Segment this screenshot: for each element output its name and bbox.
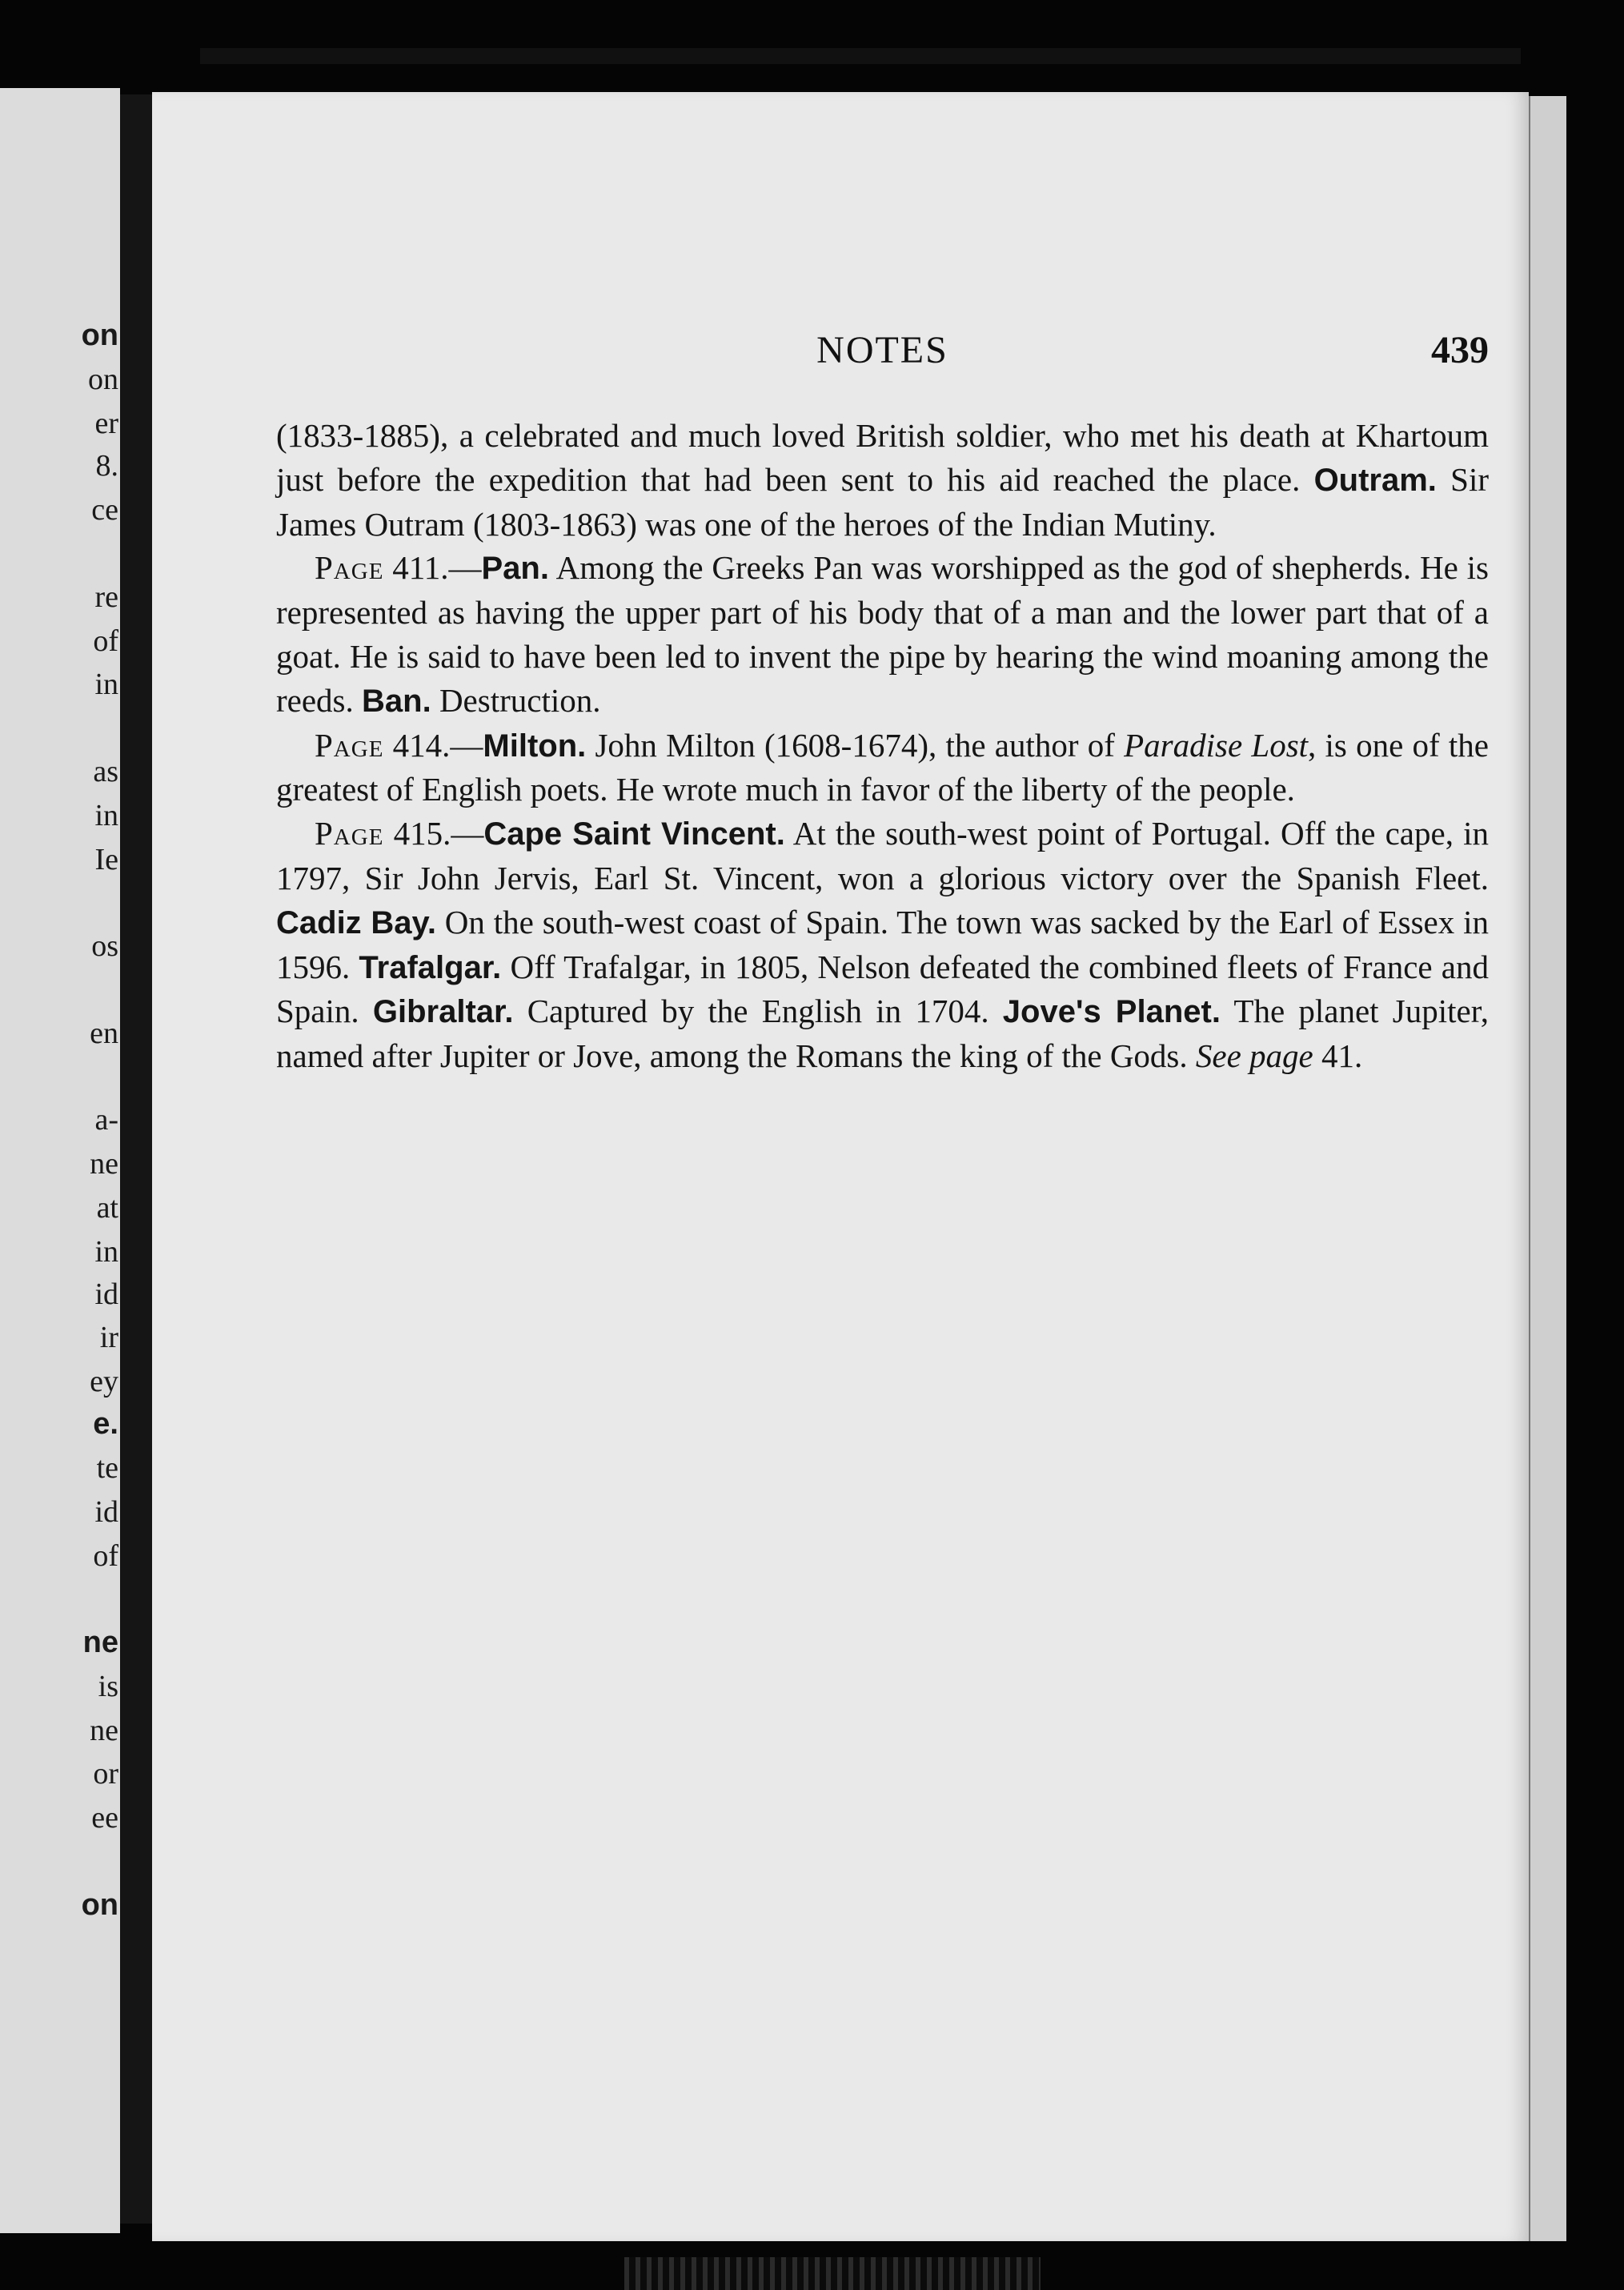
facing-page-fragment: id (94, 1277, 118, 1311)
book-page (152, 92, 1529, 2241)
scan-border-bottom (624, 2257, 1041, 2290)
facing-page-fragment: or (93, 1757, 118, 1791)
italic-text: Paradise Lost (1124, 726, 1309, 764)
body-text: 411.— (383, 549, 482, 587)
headword: Trafalgar. (359, 949, 502, 985)
facing-page-fragment: at (96, 1191, 118, 1225)
body-text: 414.— (383, 726, 483, 764)
facing-page-fragment: ey (90, 1365, 118, 1398)
headword: Outram. (1313, 462, 1437, 498)
facing-page-fragment: os (91, 929, 118, 963)
facing-page-fragment: re (94, 580, 118, 614)
page-number: 439 (1431, 329, 1489, 371)
facing-page-fragment: te (96, 1451, 118, 1485)
facing-page-fragment: ne (90, 1147, 118, 1181)
facing-page-fragment: Ie (94, 843, 118, 876)
body-text: 415.— (383, 815, 484, 852)
note-paragraph (276, 414, 1489, 546)
note-paragraph (276, 724, 1489, 812)
facing-page-fragment: ne (90, 1714, 118, 1747)
body-text: (1833-1885), a celebrated and much loved British soldier, who met his death at Khartoum just before the expedition that had been sent to his aid reached the place. (276, 417, 1489, 498)
headword: Ban. (362, 683, 431, 719)
notes-body (276, 414, 1489, 1078)
body-text: 41. (1313, 1037, 1363, 1075)
headword: Milton. (483, 728, 587, 764)
facing-page-fragment: is (98, 1670, 118, 1703)
headword: Cadiz Bay. (276, 904, 436, 940)
facing-page-fragment: in (94, 668, 118, 701)
facing-page-fragment: on (81, 319, 118, 352)
body-text: On the south-west coast of Spain. The town was sacked by the Earl of Essex in 1596. (276, 903, 1489, 985)
facing-page-fragment: id (94, 1495, 118, 1529)
facing-page-fragment: in (94, 799, 118, 832)
body-text: Off Trafalgar, in 1805, Nelson defeated the combined fleets of France and Spain. (276, 948, 1489, 1030)
page-stack-edge (1529, 96, 1566, 2241)
facing-page-fragment: 8. (95, 449, 118, 483)
facing-page-fragment: er (94, 407, 118, 440)
headword: Gibraltar. (372, 994, 514, 1030)
body-text: Sir James Outram (1803-1863) was one of the heroes of the Indian Mutiny. (276, 460, 1489, 543)
facing-page-fragment: en (90, 1017, 118, 1050)
body-text: Among the Greeks Pan was worshipped as the god of shepherds. He is represented as having the upper part of his body that of a man and the lower part that of a goat. He is said to have been led to invent the pipe by hearing the wind moaning among the reeds. (276, 549, 1489, 719)
facing-page-fragment: a- (94, 1103, 118, 1137)
page-ref-label: Page (315, 549, 384, 587)
page-ref-label: Page (315, 726, 384, 764)
facing-page-fragment: on (88, 363, 118, 396)
body-text: , is one of the greatest of English poets. He wrote much in favor of the liberty of the people. (276, 726, 1489, 808)
facing-page-edge (0, 88, 120, 2233)
facing-page-fragment: e. (93, 1407, 118, 1441)
note-paragraph (276, 546, 1489, 723)
facing-page-fragment: ne (82, 1626, 118, 1659)
headword: Jove's Planet. (1002, 994, 1221, 1030)
body-text: The planet Jupiter, named after Jupiter or Jove, among the Romans the king of the Gods. (276, 993, 1489, 1075)
body-text: At the south-west point of Portugal. Off the cape, in 1797, Sir John Jervis, Earl St. Vincent, won a glorious victory over the Spanish Fleet. (276, 815, 1489, 896)
body-text: Destruction. (431, 681, 601, 719)
headword: Cape Saint Vincent. (483, 816, 785, 852)
scan-border-top (200, 48, 1521, 64)
book-gutter (120, 94, 152, 2224)
note-paragraph (276, 812, 1489, 1078)
running-head (276, 328, 1489, 384)
body-text: Captured by the English in 1704. (513, 993, 1003, 1030)
facing-page-fragment: of (93, 1539, 118, 1573)
facing-page-fragment: on (81, 1888, 118, 1922)
facing-page-fragment: in (94, 1235, 118, 1269)
italic-text: See page (1195, 1037, 1313, 1075)
facing-page-fragment: ir (99, 1321, 118, 1354)
facing-page-fragment: of (93, 624, 118, 658)
facing-page-fragment: as (93, 755, 118, 788)
facing-page-fragment: ee (91, 1801, 118, 1835)
page-ref-label: Page (315, 815, 384, 852)
facing-page-fragment: ce (91, 493, 118, 527)
headword: Pan. (481, 551, 549, 587)
body-text: John Milton (1608-1674), the author of (586, 726, 1125, 764)
page-title: NOTES (816, 329, 948, 371)
